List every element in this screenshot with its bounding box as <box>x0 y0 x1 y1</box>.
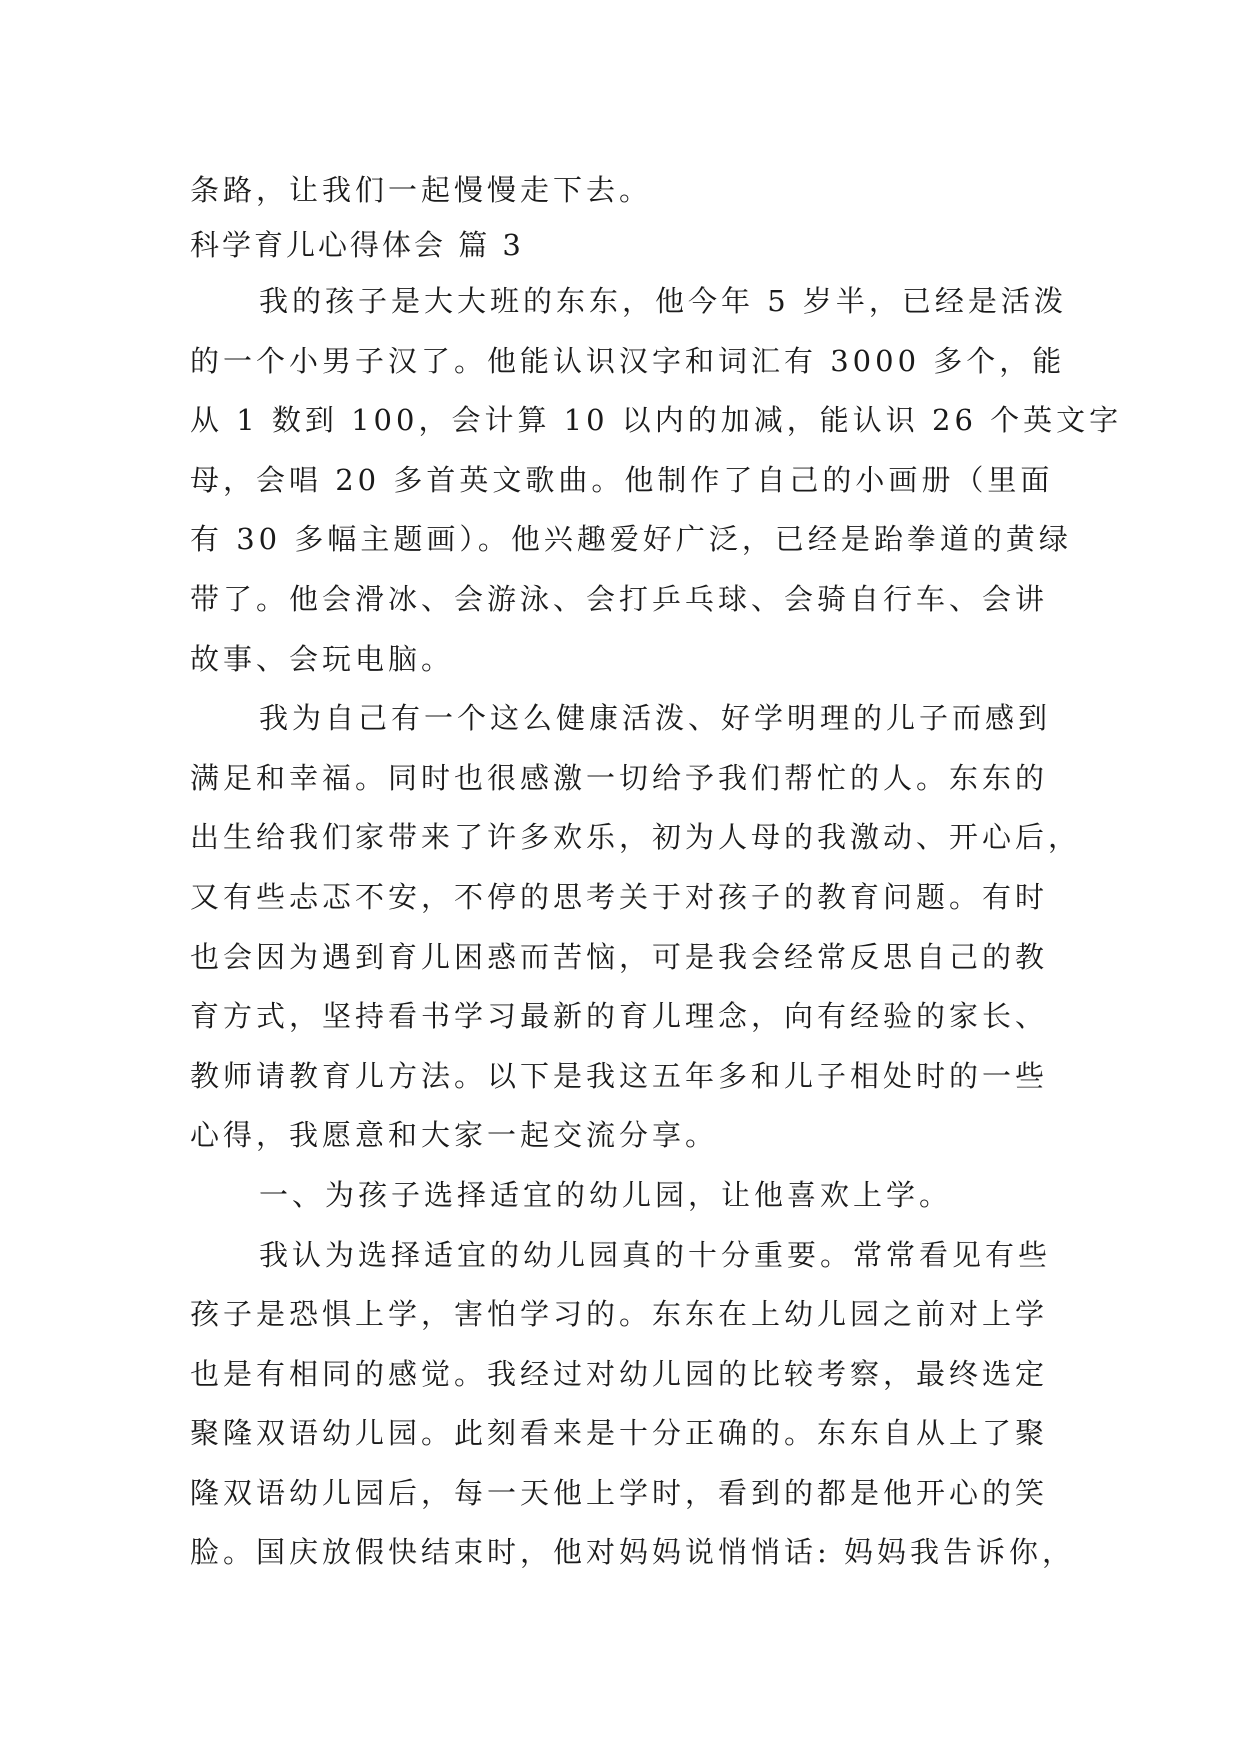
text-line: 故事、会玩电脑。 <box>190 641 455 676</box>
text-line: 带了。他会滑冰、会游泳、会打乒乓球、会骑自行车、会讲 <box>190 581 1049 616</box>
paragraph-3-subheading <box>190 1166 1070 1226</box>
text-line: 又有些忐忑不安，不停的思考关于对孩子的教育问题。有时 <box>190 879 1049 914</box>
text-line: 聚隆双语幼儿园。此刻看来是十分正确的。东东自从上了聚 <box>190 1416 1049 1451</box>
text-line: 母，会唱 20 多首英文歌曲。他制作了自己的小画册（里面 <box>190 462 1054 497</box>
text-line: 我的孩子是大大班的东东，他今年 5 岁半，已经是活泼 <box>259 284 1067 318</box>
continuation-line: 条路，让我们一起慢慢走下去。 <box>190 173 653 207</box>
text-line: 脸。国庆放假快结束时，他对妈妈说悄悄话: 妈妈我告诉你， <box>190 1535 1075 1570</box>
paragraph-2 <box>190 689 1082 1166</box>
text-line: 从 1 数到 100，会计算 10 以内的加减，能认识 26 个英文字 <box>190 403 1123 438</box>
text-line: 有 30 多幅主题画）。他兴趣爱好广泛，已经是跆拳道的黄绿 <box>190 522 1072 557</box>
text-line: 我为自己有一个这么健康活泼、好学明理的儿子而感到 <box>259 701 1052 736</box>
text-line: 孩子是恐惧上学，害怕学习的。东东在上幼儿园之前对上学 <box>190 1297 1049 1332</box>
paragraph-1 <box>190 272 1123 689</box>
document-body <box>190 162 1123 1583</box>
text-line: 教师请教育儿方法。以下是我这五年多和儿子相处时的一些 <box>190 1058 1049 1093</box>
text-line: 也是有相同的感觉。我经过对幼儿园的比较考察，最终选定 <box>190 1356 1049 1391</box>
text-line: 一、为孩子选择适宜的幼儿园，让他喜欢上学。 <box>259 1177 953 1212</box>
text-line: 我认为选择适宜的幼儿园真的十分重要。常常看见有些 <box>259 1237 1052 1272</box>
text-line: 隆双语幼儿园后，每一天他上学时，看到的都是他开心的笑 <box>190 1475 1049 1510</box>
text-line: 育方式，坚持看书学习最新的育儿理念，向有经验的家长、 <box>190 999 1049 1034</box>
text-line: 也会因为遇到育儿困惑而苦恼，可是我会经常反思自己的教 <box>190 939 1049 974</box>
text-line: 的一个小男子汉了。他能认识汉字和词汇有 3000 多个，能 <box>190 343 1066 378</box>
text-line: 满足和幸福。同时也很感激一切给予我们帮忙的人。东东的 <box>190 760 1049 795</box>
text-line: 出生给我们家带来了许多欢乐，初为人母的我激动、开心后， <box>190 820 1082 855</box>
section-heading: 科学育儿心得体会 篇 3 <box>190 228 524 262</box>
text-line: 心得，我愿意和大家一起交流分享。 <box>190 1118 719 1153</box>
paragraph-4 <box>190 1226 1075 1584</box>
